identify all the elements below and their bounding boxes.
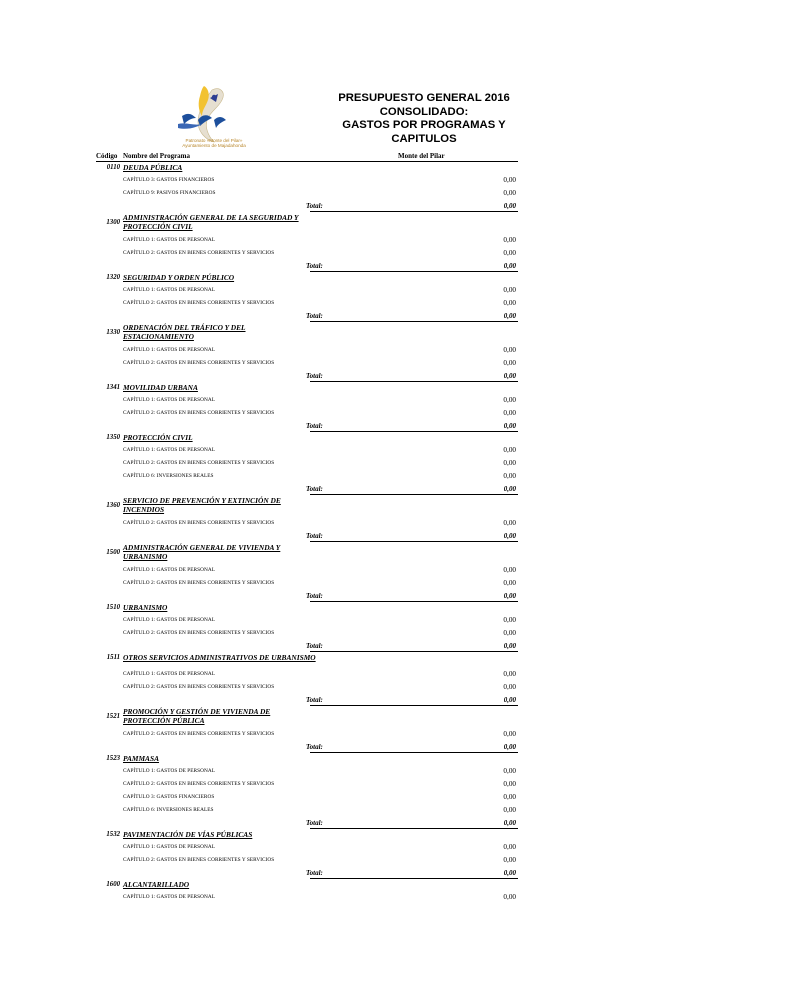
chapter-row — [0, 357, 792, 370]
program-row — [0, 212, 792, 234]
chapter-amount: 0,00 — [503, 249, 516, 257]
chapter-row — [0, 681, 792, 694]
chapter-label: CAPÍTULO 2: GASTOS EN BIENES CORRIENTES Y SERVICIOS — [123, 520, 275, 526]
chapter-label: CAPÍTULO 2: GASTOS EN BIENES CORRIENTES Y SERVICIOS — [123, 460, 275, 466]
total-amount: 0,00 — [503, 422, 516, 430]
total-label: Total: — [306, 592, 323, 600]
chapter-row — [0, 174, 792, 187]
title-line: CAPITULOS — [391, 132, 457, 145]
chapter-amount: 0,00 — [503, 616, 516, 624]
column-header-code: Código — [96, 152, 118, 160]
total-label: Total: — [306, 743, 323, 751]
total-row — [0, 530, 792, 542]
total-amount: 0,00 — [503, 819, 516, 827]
chapter-amount: 0,00 — [503, 286, 516, 294]
chapter-row — [0, 470, 792, 483]
total-label: Total: — [306, 202, 323, 210]
chapter-label: CAPÍTULO 1: GASTOS DE PERSONAL — [123, 671, 216, 677]
program-code: 1300 — [106, 219, 120, 226]
report-title — [330, 92, 518, 146]
program-row — [0, 829, 792, 841]
chapter-amount: 0,00 — [503, 409, 516, 417]
chapter-label: CAPÍTULO 1: GASTOS DE PERSONAL — [123, 768, 216, 774]
chapter-amount: 0,00 — [503, 579, 516, 587]
program-code: 1600 — [106, 881, 120, 888]
program-code: 1521 — [106, 713, 120, 720]
chapter-amount: 0,00 — [503, 459, 516, 467]
chapter-label: CAPÍTULO 2: GASTOS EN BIENES CORRIENTES Y SERVICIOS — [123, 781, 275, 787]
program-code: 1330 — [106, 329, 120, 336]
chapter-amount: 0,00 — [503, 780, 516, 788]
chapter-amount: 0,00 — [503, 396, 516, 404]
chapter-amount: 0,00 — [503, 519, 516, 527]
program-code: 1360 — [106, 502, 120, 509]
chapter-amount: 0,00 — [503, 893, 516, 901]
chapter-amount: 0,00 — [503, 767, 516, 775]
chapter-row — [0, 668, 792, 681]
chapter-label: CAPÍTULO 3: GASTOS FINANCIEROS — [123, 794, 215, 800]
chapter-label: CAPÍTULO 2: GASTOS EN BIENES CORRIENTES Y SERVICIOS — [123, 857, 275, 863]
total-row — [0, 590, 792, 602]
total-row — [0, 867, 792, 879]
total-label: Total: — [306, 312, 323, 320]
program-code: 1500 — [106, 549, 120, 556]
total-row — [0, 310, 792, 322]
total-row — [0, 640, 792, 652]
program-code: 1350 — [106, 434, 120, 441]
title-line: PRESUPUESTO GENERAL 2016 — [338, 92, 510, 104]
chapter-amount: 0,00 — [503, 189, 516, 197]
total-amount: 0,00 — [503, 869, 516, 877]
total-amount: 0,00 — [503, 743, 516, 751]
total-label: Total: — [306, 485, 323, 493]
program-code: 1511 — [106, 654, 120, 661]
chapter-row — [0, 614, 792, 627]
chapter-row — [0, 297, 792, 310]
chapter-amount: 0,00 — [503, 683, 516, 691]
chapter-label: CAPÍTULO 6: INVERSIONES REALES — [123, 473, 214, 479]
column-header-entity: Monte del Pilar — [398, 152, 445, 160]
program-name: URBANISMO — [123, 603, 168, 612]
chapter-amount: 0,00 — [503, 346, 516, 354]
total-label: Total: — [306, 262, 323, 270]
chapter-label: CAPÍTULO 2: GASTOS EN BIENES CORRIENTES Y SERVICIOS — [123, 580, 275, 586]
chapter-row — [0, 564, 792, 577]
total-row — [0, 817, 792, 829]
chapter-row — [0, 627, 792, 640]
chapter-amount: 0,00 — [503, 359, 516, 367]
chapter-label: CAPÍTULO 1: GASTOS DE PERSONAL — [123, 287, 216, 293]
total-label: Total: — [306, 372, 323, 380]
chapter-row — [0, 791, 792, 804]
program-row — [0, 879, 792, 891]
logo-caption: Patronato «Monte del Pilar» Ayuntamiento de Majadahonda — [182, 138, 246, 149]
chapter-row — [0, 517, 792, 530]
program-name: ORDENACIÓN DEL TRÁFICO Y DEL ESTACIONAMIENTO — [123, 323, 246, 342]
chapter-label: CAPÍTULO 1: GASTOS DE PERSONAL — [123, 894, 216, 900]
chapter-amount: 0,00 — [503, 793, 516, 801]
chapter-label: CAPÍTULO 2: GASTOS EN BIENES CORRIENTES Y SERVICIOS — [123, 360, 275, 366]
chapter-amount: 0,00 — [503, 446, 516, 454]
chapter-row — [0, 841, 792, 854]
total-row — [0, 741, 792, 753]
total-label: Total: — [306, 696, 323, 704]
program-code: 1510 — [106, 604, 120, 611]
total-amount: 0,00 — [503, 642, 516, 650]
chapter-amount: 0,00 — [503, 670, 516, 678]
program-name: SERVICIO DE PREVENCIÓN Y EXTINCIÓN DE INCENDIOS — [123, 496, 281, 515]
program-name: ALCANTARILLADO — [123, 880, 190, 889]
chapter-row — [0, 457, 792, 470]
chapter-label: CAPÍTULO 2: GASTOS EN BIENES CORRIENTES Y SERVICIOS — [123, 250, 275, 256]
total-label: Total: — [306, 642, 323, 650]
chapter-amount: 0,00 — [503, 856, 516, 864]
program-name: PAVIMENTACIÓN DE VÍAS PÚBLICAS — [123, 830, 253, 839]
program-name: ADMINISTRACIÓN GENERAL DE LA SEGURIDAD Y PROTECCIÓN CIVIL — [123, 213, 299, 232]
chapter-row — [0, 891, 792, 904]
total-label: Total: — [306, 532, 323, 540]
program-code: 1341 — [106, 384, 120, 391]
chapter-row — [0, 854, 792, 867]
chapter-amount: 0,00 — [503, 176, 516, 184]
title-line: CONSOLIDADO: — [379, 105, 469, 118]
chapter-label: CAPÍTULO 2: GASTOS EN BIENES CORRIENTES Y SERVICIOS — [123, 731, 275, 737]
chapter-label: CAPÍTULO 9: PASIVOS FINANCIEROS — [123, 190, 216, 196]
program-name: MOVILIDAD URBANA — [123, 383, 198, 392]
total-amount: 0,00 — [503, 532, 516, 540]
total-amount: 0,00 — [503, 696, 516, 704]
program-row — [0, 602, 792, 614]
total-amount: 0,00 — [503, 592, 516, 600]
title-line: GASTOS POR PROGRAMAS Y — [342, 119, 506, 132]
program-row — [0, 162, 792, 174]
total-amount: 0,00 — [503, 202, 516, 210]
chapter-row — [0, 577, 792, 590]
program-row — [0, 382, 792, 394]
total-amount: 0,00 — [503, 372, 516, 380]
chapter-amount: 0,00 — [503, 566, 516, 574]
chapter-label: CAPÍTULO 2: GASTOS EN BIENES CORRIENTES Y SERVICIOS — [123, 300, 275, 306]
chapter-amount: 0,00 — [503, 843, 516, 851]
total-amount: 0,00 — [503, 262, 516, 270]
chapter-row — [0, 778, 792, 791]
program-code: 1320 — [106, 274, 120, 281]
chapter-row — [0, 344, 792, 357]
program-row — [0, 652, 792, 668]
chapter-label: CAPÍTULO 3: GASTOS FINANCIEROS — [123, 177, 215, 183]
chapter-amount: 0,00 — [503, 299, 516, 307]
chapter-row — [0, 187, 792, 200]
program-row — [0, 432, 792, 444]
chapter-label: CAPÍTULO 2: GASTOS EN BIENES CORRIENTES Y SERVICIOS — [123, 630, 275, 636]
program-row — [0, 322, 792, 344]
chapter-row — [0, 234, 792, 247]
total-amount: 0,00 — [503, 312, 516, 320]
total-label: Total: — [306, 422, 323, 430]
chapter-label: CAPÍTULO 1: GASTOS DE PERSONAL — [123, 617, 216, 623]
chapter-amount: 0,00 — [503, 629, 516, 637]
program-name: PROMOCIÓN Y GESTIÓN DE VIVIENDA DE PROTECCIÓN PÚBLICA — [123, 707, 271, 726]
chapter-label: CAPÍTULO 1: GASTOS DE PERSONAL — [123, 397, 216, 403]
program-name: ADMINISTRACIÓN GENERAL DE VIVIENDA Y URBANISMO — [123, 543, 281, 562]
program-row — [0, 272, 792, 284]
chapter-label: CAPÍTULO 1: GASTOS DE PERSONAL — [123, 447, 216, 453]
total-row — [0, 420, 792, 432]
program-code: 1523 — [106, 755, 120, 762]
chapter-label: CAPÍTULO 1: GASTOS DE PERSONAL — [123, 347, 216, 353]
chapter-amount: 0,00 — [503, 472, 516, 480]
program-name: SEGURIDAD Y ORDEN PÚBLICO — [123, 273, 235, 282]
chapter-row — [0, 765, 792, 778]
program-row — [0, 542, 792, 564]
program-row — [0, 706, 792, 728]
chapter-amount: 0,00 — [503, 730, 516, 738]
chapter-label: CAPÍTULO 6: INVERSIONES REALES — [123, 807, 214, 813]
total-row — [0, 370, 792, 382]
chapter-row — [0, 804, 792, 817]
chapter-amount: 0,00 — [503, 806, 516, 814]
chapter-row — [0, 728, 792, 741]
chapter-label: CAPÍTULO 2: GASTOS EN BIENES CORRIENTES Y SERVICIOS — [123, 410, 275, 416]
budget-table — [0, 162, 792, 904]
chapter-row — [0, 247, 792, 260]
chapter-label: CAPÍTULO 2: GASTOS EN BIENES CORRIENTES Y SERVICIOS — [123, 684, 275, 690]
program-row — [0, 495, 792, 517]
total-row — [0, 483, 792, 495]
total-amount: 0,00 — [503, 485, 516, 493]
chapter-row — [0, 284, 792, 297]
total-row — [0, 200, 792, 212]
chapter-label: CAPÍTULO 1: GASTOS DE PERSONAL — [123, 237, 216, 243]
program-row — [0, 753, 792, 765]
total-label: Total: — [306, 869, 323, 877]
total-row — [0, 694, 792, 706]
chapter-row — [0, 394, 792, 407]
chapter-row — [0, 444, 792, 457]
chapter-label: CAPÍTULO 1: GASTOS DE PERSONAL — [123, 844, 216, 850]
total-row — [0, 260, 792, 272]
program-name: OTROS SERVICIOS ADMINISTRATIVOS DE URBANISMO — [123, 653, 316, 662]
program-code: 0110 — [106, 164, 120, 171]
chapter-amount: 0,00 — [503, 236, 516, 244]
column-header-program: Nombre del Programa — [123, 152, 191, 160]
program-name: PAMMASA — [123, 754, 160, 763]
chapter-label: CAPÍTULO 1: GASTOS DE PERSONAL — [123, 567, 216, 573]
chapter-row — [0, 407, 792, 420]
program-name: PROTECCIÓN CIVIL — [123, 433, 193, 442]
program-code: 1532 — [106, 831, 120, 838]
total-label: Total: — [306, 819, 323, 827]
program-name: DEUDA PÚBLICA — [123, 163, 183, 172]
